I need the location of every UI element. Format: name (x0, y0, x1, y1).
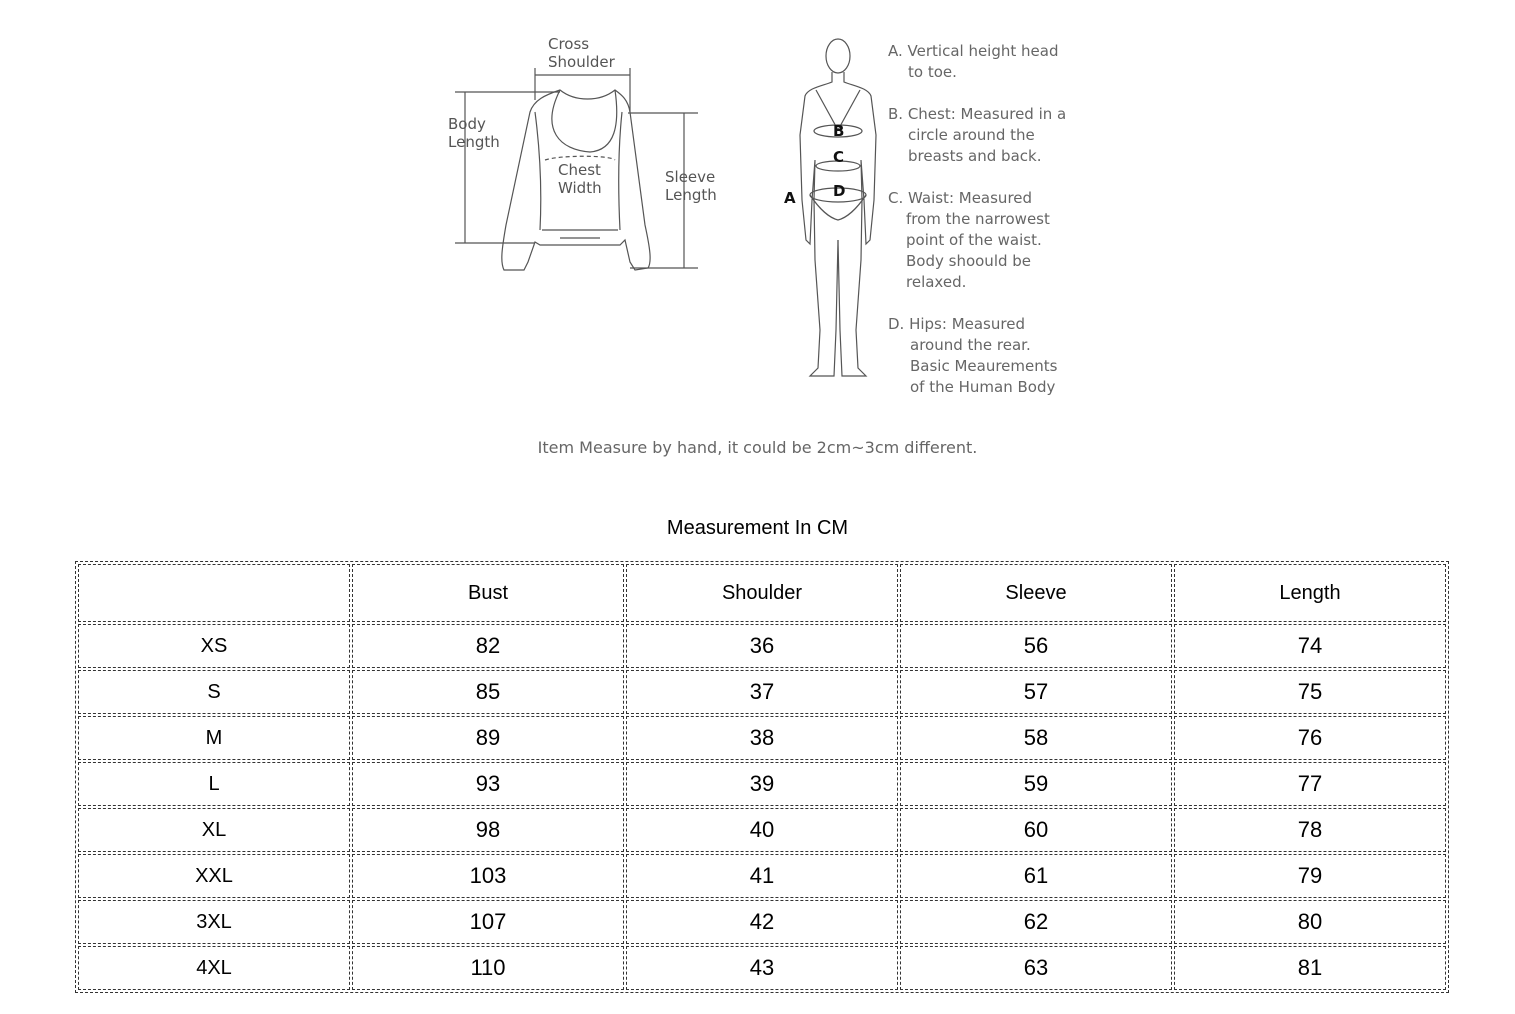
size-cell: XXL (78, 854, 350, 898)
table-row (78, 946, 1446, 990)
note-c-line: point of the waist. (906, 231, 1042, 249)
body-length-label (448, 115, 500, 151)
size-cell: L (78, 762, 350, 806)
body-letter-d: D (833, 182, 846, 200)
size-cell: M (78, 716, 350, 760)
sleeve-cell: 59 (900, 762, 1172, 806)
header-cell-bust: Bust (352, 564, 624, 622)
bust-cell: 82 (352, 624, 624, 668)
length-cell: 79 (1174, 854, 1446, 898)
table-row (78, 808, 1446, 852)
shoulder-cell: 43 (626, 946, 898, 990)
note-c (888, 188, 1050, 293)
note-d-line: D. Hips: Measured (888, 315, 1025, 333)
header-cell-sleeve: Sleeve (900, 564, 1172, 622)
body-length-label-line-1: Body (448, 115, 486, 133)
sleeve-cell: 63 (900, 946, 1172, 990)
sleeve-cell: 62 (900, 900, 1172, 944)
size-cell: XL (78, 808, 350, 852)
body-letter-c: C (833, 148, 845, 166)
bust-cell: 107 (352, 900, 624, 944)
length-cell: 80 (1174, 900, 1446, 944)
sleeve-cell: 58 (900, 716, 1172, 760)
table-row (78, 670, 1446, 714)
shoulder-cell: 37 (626, 670, 898, 714)
diagram-drawing (0, 0, 1515, 480)
note-b (888, 104, 1066, 167)
header-cell-length: Length (1174, 564, 1446, 622)
note-b-line: B. Chest: Measured in a (888, 105, 1067, 123)
shoulder-cell: 38 (626, 716, 898, 760)
note-a (888, 41, 1058, 83)
length-cell: 75 (1174, 670, 1446, 714)
shoulder-cell: 36 (626, 624, 898, 668)
cross-shoulder-label-line-2: Shoulder (548, 53, 615, 71)
note-b-line: circle around the (908, 126, 1035, 144)
length-cell: 77 (1174, 762, 1446, 806)
note-a-line: A. Vertical height head (888, 42, 1059, 60)
note-b-line: breasts and back. (908, 147, 1042, 165)
header-cell (78, 564, 350, 622)
sleeve-length-label-line-2: Length (665, 186, 717, 204)
note-c-line: Body shoould be (906, 252, 1032, 270)
body-letter-a: A (784, 189, 796, 207)
human-figure (800, 39, 876, 376)
cross-shoulder-label (548, 35, 615, 71)
sleeve-length-label (665, 168, 717, 204)
table-header-row (78, 564, 1446, 622)
length-cell: 81 (1174, 946, 1446, 990)
measurement-diagram (0, 0, 1515, 480)
shoulder-cell: 42 (626, 900, 898, 944)
size-cell: XS (78, 624, 350, 668)
body-letter-b: B (833, 122, 845, 140)
note-d-line: of the Human Body (910, 378, 1056, 396)
table-row (78, 716, 1446, 760)
header-cell-shoulder: Shoulder (626, 564, 898, 622)
note-c-line: relaxed. (906, 273, 967, 291)
measure-disclaimer: Item Measure by hand, it could be 2cm~3cm different. (537, 438, 978, 457)
length-cell: 76 (1174, 716, 1446, 760)
chest-width-label (558, 161, 602, 197)
size-cell: 4XL (78, 946, 350, 990)
table-row (78, 624, 1446, 668)
shoulder-cell: 40 (626, 808, 898, 852)
note-d-line: around the rear. (910, 336, 1031, 354)
sleeve-cell: 57 (900, 670, 1172, 714)
note-d-line: Basic Meaurements (910, 357, 1058, 375)
shoulder-cell: 39 (626, 762, 898, 806)
note-d (888, 314, 1057, 398)
size-cell: 3XL (78, 900, 350, 944)
cross-shoulder-label-line-1: Cross (548, 35, 590, 53)
bust-cell: 89 (352, 716, 624, 760)
shoulder-cell: 41 (626, 854, 898, 898)
length-cell: 78 (1174, 808, 1446, 852)
note-a-line: to toe. (908, 63, 957, 81)
sleeve-cell: 56 (900, 624, 1172, 668)
bust-cell: 85 (352, 670, 624, 714)
bust-cell: 103 (352, 854, 624, 898)
chest-width-label-line-2: Width (558, 179, 602, 197)
bust-cell: 93 (352, 762, 624, 806)
sleeve-cell: 60 (900, 808, 1172, 852)
note-c-line: C. Waist: Measured (888, 189, 1033, 207)
chest-width-label-line-1: Chest (558, 161, 601, 179)
size-cell: S (78, 670, 350, 714)
length-cell: 74 (1174, 624, 1446, 668)
table-row (78, 762, 1446, 806)
bust-cell: 98 (352, 808, 624, 852)
table-title: Measurement In CM (666, 517, 849, 539)
bust-cell: 110 (352, 946, 624, 990)
note-c-line: from the narrowest (906, 210, 1050, 228)
body-length-label-line-2: Length (448, 133, 500, 151)
size-table (75, 561, 1449, 993)
table-row (78, 854, 1446, 898)
sleeve-cell: 61 (900, 854, 1172, 898)
table-row (78, 900, 1446, 944)
sleeve-length-label-line-1: Sleeve (665, 168, 716, 186)
